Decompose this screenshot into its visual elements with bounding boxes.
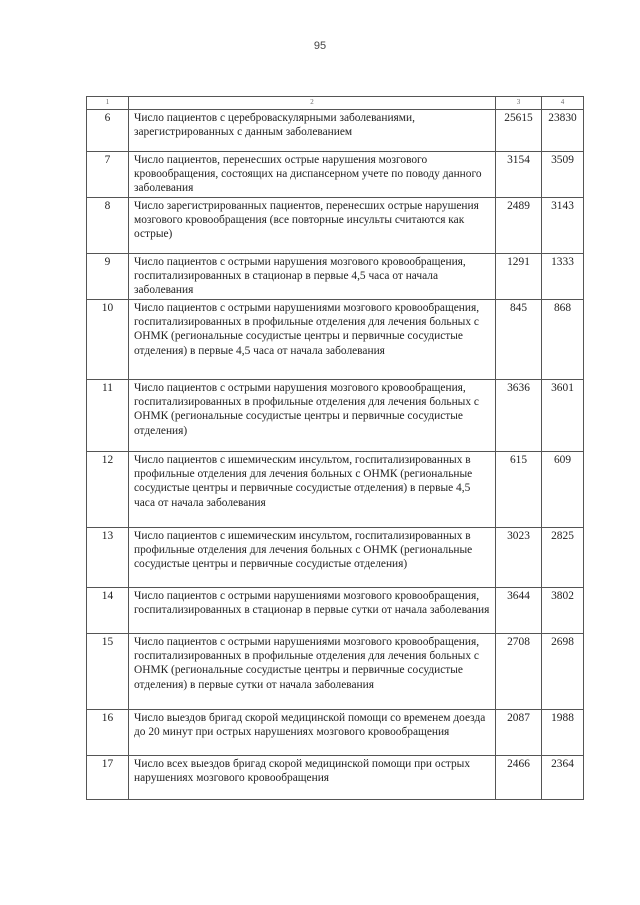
table-row (87, 198, 584, 254)
table-row (87, 152, 584, 198)
header-cell: 2 (129, 97, 496, 110)
row-value-2020: 2698 (542, 634, 584, 710)
table-row (87, 634, 584, 710)
header-cell: 3 (496, 97, 542, 110)
row-description: Число пациентов с цереброваскулярными заболеваниями, зарегистрированных с данным заболеванием (129, 110, 496, 152)
row-value-2019: 3636 (496, 380, 542, 452)
row-value-2019: 2489 (496, 198, 542, 254)
row-number: 14 (87, 588, 129, 634)
table-row (87, 528, 584, 588)
row-description: Число пациентов с острыми нарушениями мозгового кровообращения, госпитализированных в стационар в первые сутки от начала заболевания (129, 588, 496, 634)
row-value-2019: 2087 (496, 710, 542, 756)
table-row (87, 756, 584, 800)
row-description: Число пациентов с острыми нарушения мозгового кровообращения, госпитализированных в профильные отделения для лечения больных с ОНМК (региональные сосудистые центры и первичные сосудистые отделения) (129, 380, 496, 452)
table-row (87, 452, 584, 528)
row-value-2020: 3509 (542, 152, 584, 198)
row-value-2019: 3644 (496, 588, 542, 634)
row-number: 9 (87, 254, 129, 300)
row-number: 13 (87, 528, 129, 588)
header-cell: 4 (542, 97, 584, 110)
row-number: 8 (87, 198, 129, 254)
row-description: Число пациентов с острыми нарушениями мозгового кровообращения, госпитализированных в профильные отделения для лечения больных с ОНМК (региональные сосудистые центры и первичные сосудистые отделения) в первые сутки от начала заболевания (129, 634, 496, 710)
row-value-2020: 3601 (542, 380, 584, 452)
row-description: Число выездов бригад скорой медицинской помощи со временем доезда до 20 минут при острых нарушениях мозгового кровообращения (129, 710, 496, 756)
row-number: 11 (87, 380, 129, 452)
row-value-2019: 1291 (496, 254, 542, 300)
row-description: Число всех выездов бригад скорой медицинской помощи при острых нарушениях мозгового кровообращения (129, 756, 496, 800)
row-number: 12 (87, 452, 129, 528)
row-description: Число пациентов, перенесших острые нарушения мозгового кровообращения, состоящих на диспансерном учете по поводу данного заболевания (129, 152, 496, 198)
table-row (87, 110, 584, 152)
row-value-2020: 23830 (542, 110, 584, 152)
statistics-table (86, 96, 584, 800)
row-number: 6 (87, 110, 129, 152)
row-value-2019: 2466 (496, 756, 542, 800)
row-value-2019: 3154 (496, 152, 542, 198)
page-number: 95 (313, 40, 327, 52)
header-cell: 1 (87, 97, 129, 110)
table-row (87, 588, 584, 634)
row-value-2020: 868 (542, 300, 584, 380)
table-row (87, 254, 584, 300)
table-row (87, 710, 584, 756)
row-number: 17 (87, 756, 129, 800)
row-value-2019: 845 (496, 300, 542, 380)
row-number: 10 (87, 300, 129, 380)
table-row (87, 300, 584, 380)
row-value-2019: 615 (496, 452, 542, 528)
row-description: Число пациентов с острыми нарушения мозгового кровообращения, госпитализированных в стационар в первые 4,5 часа от начала заболевания (129, 254, 496, 300)
row-description: Число зарегистрированных пациентов, перенесших острые нарушения мозгового кровообращения (все повторные инсульты считаются как острые) (129, 198, 496, 254)
row-number: 7 (87, 152, 129, 198)
row-description: Число пациентов с ишемическим инсультом, госпитализированных в профильные отделения для лечения больных с ОНМК (региональные сосудистые центры и первичные сосудистые отделения) в первые 4,5 часа от начала заболевания (129, 452, 496, 528)
row-number: 16 (87, 710, 129, 756)
row-value-2020: 3143 (542, 198, 584, 254)
row-value-2020: 1988 (542, 710, 584, 756)
row-value-2019: 3023 (496, 528, 542, 588)
row-value-2020: 609 (542, 452, 584, 528)
row-description: Число пациентов с ишемическим инсультом, госпитализированных в профильные отделения для лечения больных с ОНМК (региональные сосудистые центры и первичные сосудистые отделения) (129, 528, 496, 588)
row-value-2020: 3802 (542, 588, 584, 634)
row-value-2019: 25615 (496, 110, 542, 152)
row-value-2020: 2825 (542, 528, 584, 588)
row-value-2019: 2708 (496, 634, 542, 710)
row-number: 15 (87, 634, 129, 710)
table-header-row (87, 97, 584, 110)
table-row (87, 380, 584, 452)
row-value-2020: 1333 (542, 254, 584, 300)
row-value-2020: 2364 (542, 756, 584, 800)
row-description: Число пациентов с острыми нарушениями мозгового кровообращения, госпитализированных в профильные отделения для лечения больных с ОНМК (региональные сосудистые центры и первичные сосудистые отделения) в первые 4,5 часа от начала заболевания (129, 300, 496, 380)
